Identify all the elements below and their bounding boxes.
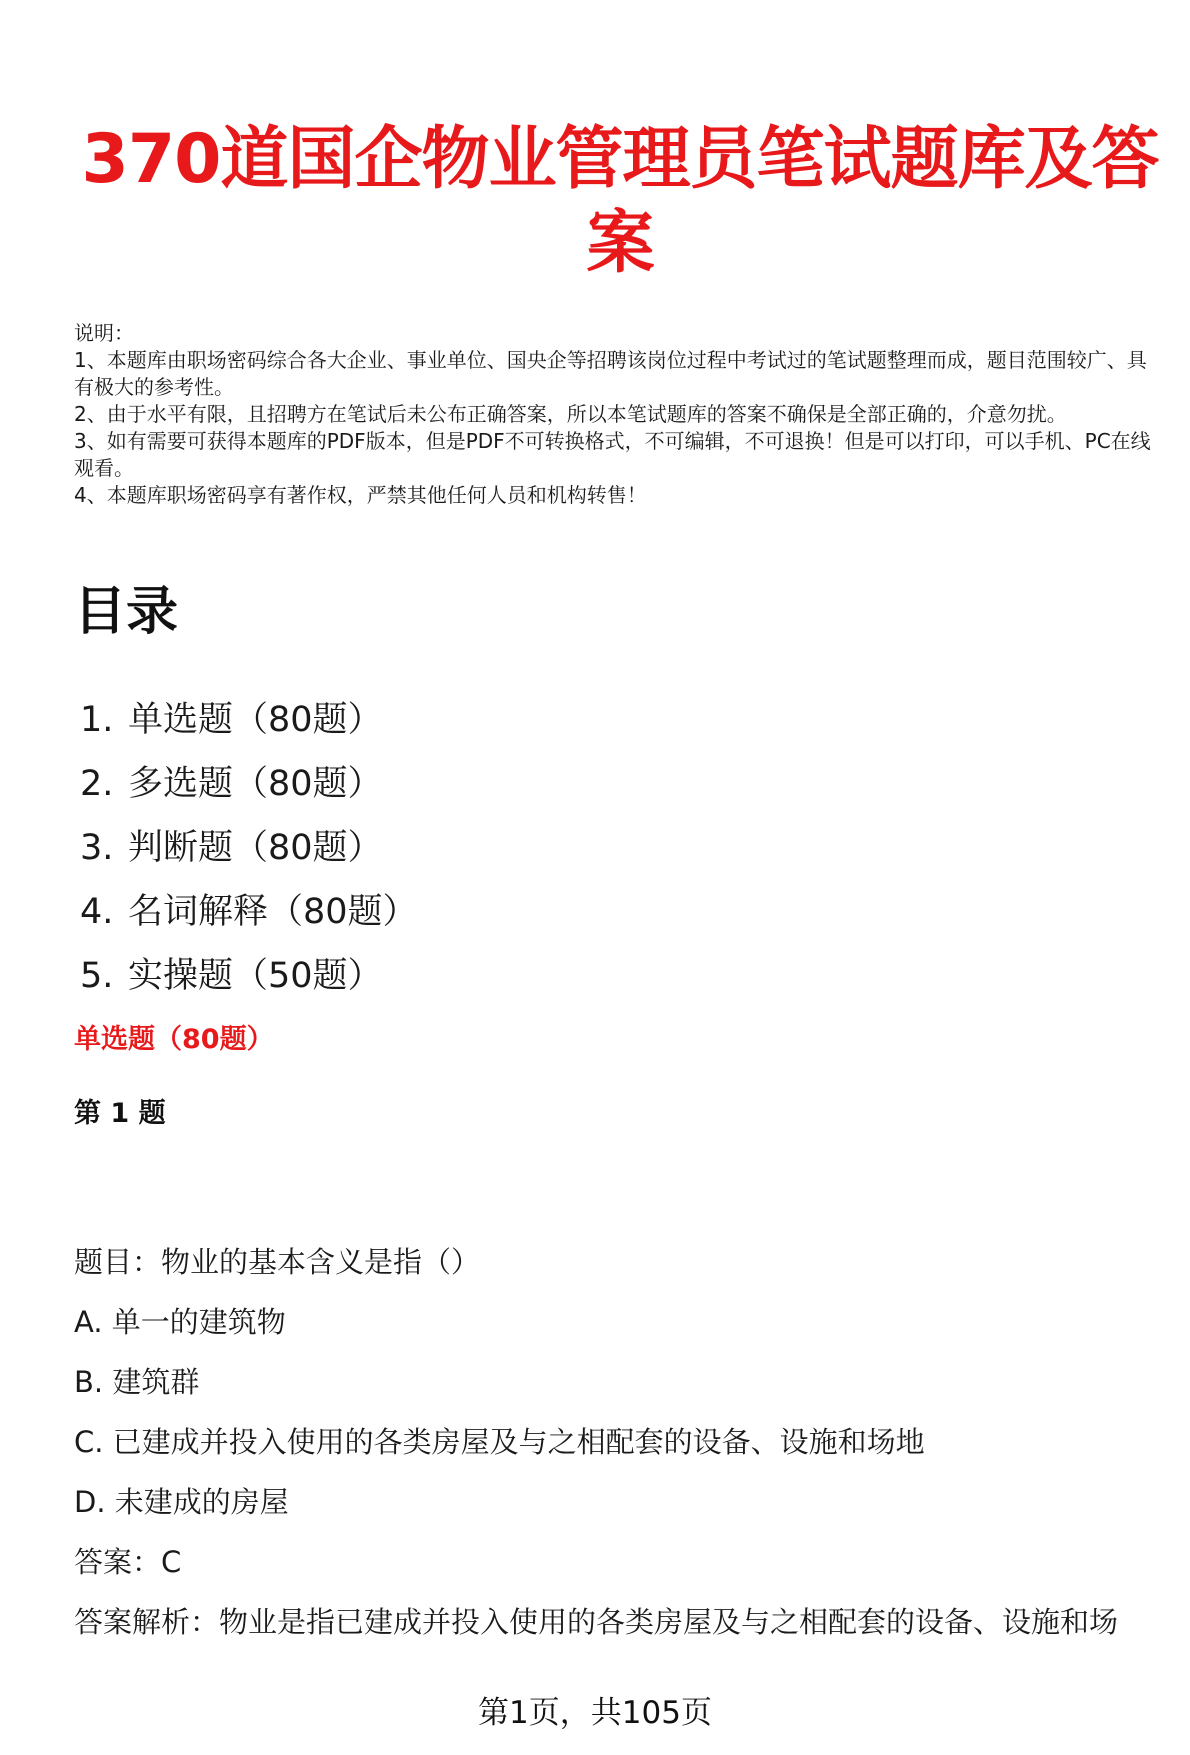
toc-item-label: 多选题（80题） bbox=[128, 764, 383, 804]
toc-item-practical[interactable] bbox=[80, 944, 418, 1008]
note-item: 2、由于水平有限，且招聘方在笔试后未公布正确答案，所以本笔试题库的答案不确保是全部正确的，介意勿扰。 bbox=[74, 402, 1067, 426]
toc-item-single-choice[interactable] bbox=[80, 688, 418, 752]
document-title: 370道国企物业管理员笔试题库及答案 bbox=[81, 120, 1159, 283]
option-b: B. 建筑群 bbox=[74, 1365, 200, 1399]
toc-item-label: 判断题（80题） bbox=[128, 828, 383, 868]
toc-item-number: 1. bbox=[80, 700, 114, 740]
toc-heading: 目录 bbox=[74, 582, 179, 642]
notes-heading: 说明： bbox=[74, 321, 134, 345]
answer: 答案：C bbox=[74, 1545, 182, 1579]
toc-item-term-definition[interactable] bbox=[80, 880, 418, 944]
toc-item-number: 2. bbox=[80, 764, 114, 804]
option-d: D. 未建成的房屋 bbox=[74, 1485, 289, 1519]
toc-list bbox=[80, 688, 418, 1008]
option-c: C. 已建成并投入使用的各类房屋及与之相配套的设备、设施和场地 bbox=[74, 1425, 925, 1459]
toc-item-number: 4. bbox=[80, 892, 114, 932]
toc-item-label: 实操题（50题） bbox=[128, 956, 383, 996]
question-number: 第 1 题 bbox=[74, 1098, 166, 1129]
toc-item-label: 单选题（80题） bbox=[128, 700, 383, 740]
note-item: 4、本题库职场密码享有著作权，严禁其他任何人员和机构转售！ bbox=[74, 483, 647, 507]
note-item: 1、本题库由职场密码综合各大企业、事业单位、国央企等招聘该岗位过程中考试过的笔试题整理而成，题目范围较广、具有极大的参考性。 bbox=[74, 348, 1147, 399]
toc-item-true-false[interactable] bbox=[80, 816, 418, 880]
toc-item-number: 5. bbox=[80, 956, 114, 996]
toc-item-number: 3. bbox=[80, 828, 114, 868]
option-a: A. 单一的建筑物 bbox=[74, 1305, 286, 1339]
answer-explanation: 答案解析：物业是指已建成并投入使用的各类房屋及与之相配套的设备、设施和场 bbox=[74, 1605, 1119, 1639]
notes-block bbox=[74, 320, 1154, 509]
section-title: 单选题（80题） bbox=[74, 1024, 274, 1055]
page-footer: 第1页，共105页 bbox=[478, 1695, 712, 1731]
toc-item-label: 名词解释（80题） bbox=[128, 892, 418, 932]
note-item: 3、如有需要可获得本题库的PDF版本，但是PDF不可转换格式，不可编辑，不可退换！但是可以打印，可以手机、PC在线观看。 bbox=[74, 429, 1151, 480]
toc-item-multiple-choice[interactable] bbox=[80, 752, 418, 816]
question-stem: 题目：物业的基本含义是指（） bbox=[74, 1245, 481, 1279]
